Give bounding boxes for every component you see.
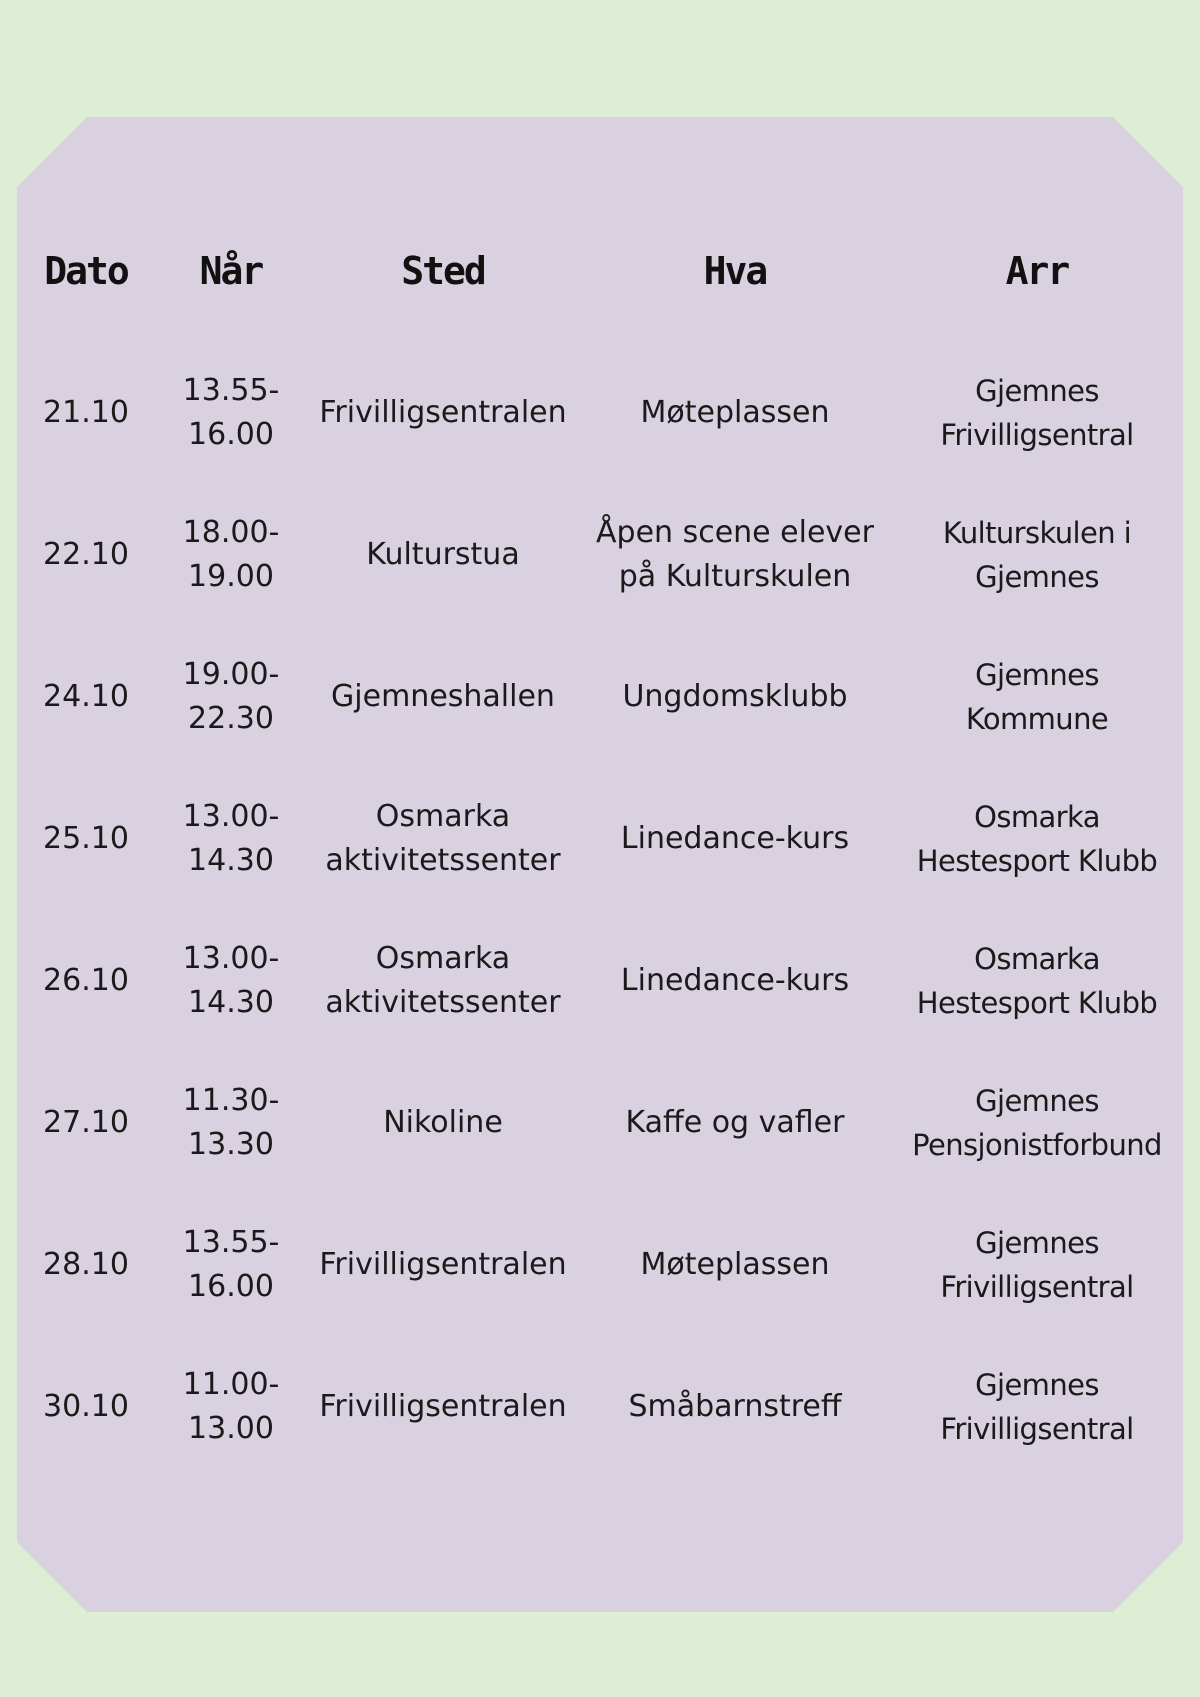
cell-hva-line: Møteplassen [640, 395, 830, 430]
cell-arr-line: Pensjonistforbund [912, 1128, 1162, 1162]
table-row [17, 768, 1183, 910]
cell-arr-line: Kulturskulen i [942, 516, 1132, 550]
cell-naar [155, 1052, 307, 1194]
cell-sted [307, 1194, 579, 1336]
table-header-row [17, 200, 1183, 342]
cell-naar-line: 19.00- [182, 657, 280, 692]
cell-naar-line: 13.30 [188, 1127, 274, 1162]
cell-arr [891, 1336, 1183, 1478]
cell-dato: 21.10 [43, 395, 129, 430]
cell-hva-line: Ungdomsklubb [622, 679, 848, 714]
cell-sted-line: Gjemneshallen [331, 679, 555, 714]
cell-arr-line: Gjemnes [975, 1084, 1099, 1118]
table-row [17, 626, 1183, 768]
cell-naar-line: 14.30 [188, 843, 274, 878]
cell-sted [307, 1052, 579, 1194]
cell-arr-line: Gjemnes [975, 560, 1099, 594]
cell-naar [155, 1336, 307, 1478]
cell-arr-line: Osmarka [974, 942, 1100, 976]
cell-naar-line: 16.00 [188, 417, 274, 452]
cell-arr-line: Hestesport Klubb [916, 844, 1158, 878]
cell-arr-line: Gjemnes [975, 1226, 1099, 1260]
cell-hva [579, 484, 891, 626]
cell-arr [891, 342, 1183, 484]
table-row [17, 1336, 1183, 1478]
cell-dato: 22.10 [43, 537, 129, 572]
cell-sted [307, 342, 579, 484]
cell-sted-line: aktivitetssenter [325, 985, 561, 1020]
cell-arr-line: Osmarka [974, 800, 1100, 834]
cell-sted [307, 910, 579, 1052]
cell-arr-line: Gjemnes [975, 658, 1099, 692]
cell-arr [891, 484, 1183, 626]
cell-sted [307, 626, 579, 768]
cell-sted [307, 1336, 579, 1478]
cell-arr-line: Kommune [965, 702, 1109, 736]
cell-hva-line: Møteplassen [640, 1247, 830, 1282]
cell-arr [891, 626, 1183, 768]
header-naar: Når [199, 249, 263, 293]
cell-hva [579, 1336, 891, 1478]
cell-dato: 25.10 [43, 821, 129, 856]
cell-hva-line: Linedance-kurs [620, 821, 850, 856]
cell-hva [579, 768, 891, 910]
cell-naar-line: 13.00- [182, 799, 280, 834]
table-row [17, 1194, 1183, 1336]
header-dato: Dato [44, 249, 128, 293]
cell-arr-line: Gjemnes [975, 374, 1099, 408]
cell-naar-line: 11.00- [182, 1367, 280, 1402]
cell-sted-line: aktivitetssenter [325, 843, 561, 878]
cell-dato: 27.10 [43, 1105, 129, 1140]
cell-hva-line: Småbarnstreff [628, 1389, 842, 1424]
cell-arr-line: Frivilligsentral [940, 1412, 1134, 1446]
cell-naar-line: 11.30- [182, 1083, 280, 1118]
cell-dato: 30.10 [43, 1389, 129, 1424]
cell-naar [155, 484, 307, 626]
cell-naar [155, 342, 307, 484]
cell-naar-line: 13.00 [188, 1411, 274, 1446]
cell-naar [155, 768, 307, 910]
cell-sted-line: Osmarka [375, 941, 511, 976]
cell-hva [579, 626, 891, 768]
cell-naar-line: 19.00 [188, 559, 274, 594]
cell-hva-line: på Kulturskulen [618, 559, 852, 594]
cell-naar-line: 18.00- [182, 515, 280, 550]
cell-arr [891, 1052, 1183, 1194]
cell-naar [155, 626, 307, 768]
cell-hva [579, 342, 891, 484]
cell-naar-line: 22.30 [188, 701, 274, 736]
header-sted: Sted [401, 249, 485, 293]
cell-sted-line: Osmarka [375, 799, 511, 834]
cell-hva [579, 910, 891, 1052]
cell-hva [579, 1052, 891, 1194]
cell-sted [307, 768, 579, 910]
cell-arr-line: Frivilligsentral [940, 1270, 1134, 1304]
cell-arr-line: Gjemnes [975, 1368, 1099, 1402]
header-arr: Arr [1005, 249, 1069, 293]
cell-naar [155, 1194, 307, 1336]
cell-hva [579, 1194, 891, 1336]
cell-sted-line: Frivilligsentralen [319, 1389, 567, 1424]
table-row [17, 484, 1183, 626]
cell-hva-line: Linedance-kurs [620, 963, 850, 998]
cell-sted [307, 484, 579, 626]
cell-dato: 28.10 [43, 1247, 129, 1282]
cell-sted-line: Frivilligsentralen [319, 395, 567, 430]
header-hva: Hva [703, 249, 767, 293]
cell-naar-line: 14.30 [188, 985, 274, 1020]
table-row [17, 342, 1183, 484]
cell-arr [891, 1194, 1183, 1336]
cell-sted-line: Kulturstua [366, 537, 520, 572]
table-row [17, 910, 1183, 1052]
cell-sted-line: Nikoline [383, 1105, 503, 1140]
cell-arr-line: Frivilligsentral [940, 418, 1134, 452]
cell-naar-line: 13.55- [182, 1225, 280, 1260]
cell-naar-line: 16.00 [188, 1269, 274, 1304]
cell-naar-line: 13.00- [182, 941, 280, 976]
cell-naar [155, 910, 307, 1052]
cell-dato: 24.10 [43, 679, 129, 714]
event-schedule-table [17, 200, 1183, 1478]
cell-arr-line: Hestesport Klubb [916, 986, 1158, 1020]
cell-hva-line: Kaffe og vafler [625, 1105, 845, 1140]
cell-arr [891, 768, 1183, 910]
cell-dato: 26.10 [43, 963, 129, 998]
cell-hva-line: Åpen scene elever [596, 515, 874, 550]
cell-arr [891, 910, 1183, 1052]
cell-sted-line: Frivilligsentralen [319, 1247, 567, 1282]
table-row [17, 1052, 1183, 1194]
cell-naar-line: 13.55- [182, 373, 280, 408]
